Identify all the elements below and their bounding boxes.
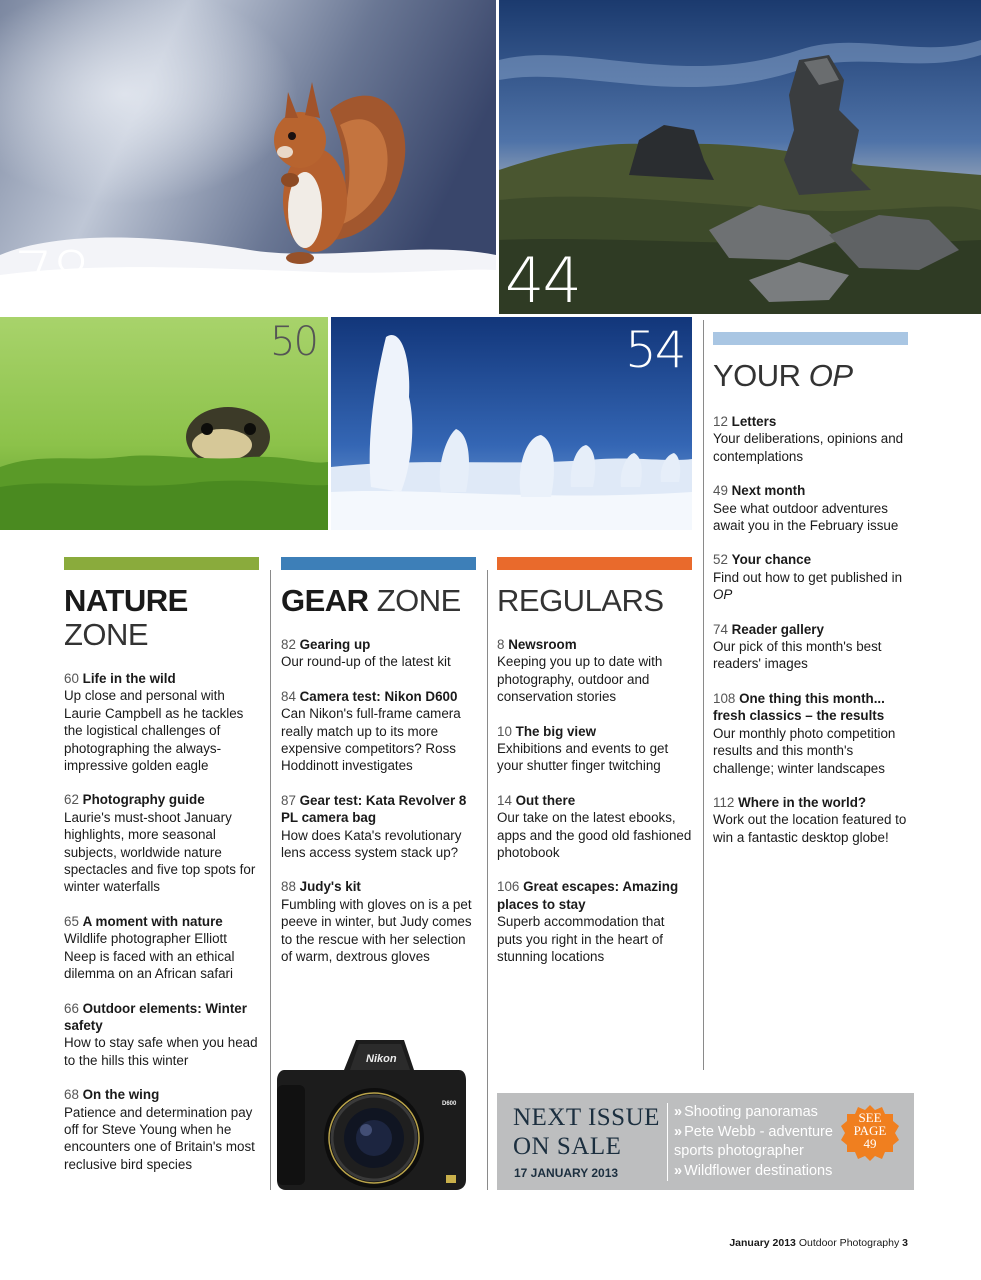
see-page-badge[interactable] [840,1103,900,1163]
squirrel-photo [0,0,496,314]
regulars-bar [497,557,692,570]
gear-zone-bar [281,557,476,570]
toc-entry[interactable]: 66 Outdoor elements: Winter safety How to stay safe when you head to the hills this winter [64,1000,258,1068]
camera-model-label: D600 [442,1101,457,1107]
next-issue-date: 17 JANUARY 2013 [514,1166,619,1180]
toc-entry[interactable]: 112 Where in the world? Work out the location featured to win a fantastic desktop globe! [713,794,907,845]
toc-entry[interactable]: 87 Gear test: Kata Revolver 8 PL camera bag How does Kata's revolutionary lens access system stack up? [281,792,467,861]
toc-entry[interactable]: 84 Camera test: Nikon D600 Can Nikon's full-frame camera really match up to its more expensive competitors? Ross Hoddinott investigates [281,688,461,774]
chevron-right-icon: » [674,1123,683,1140]
chevron-right-icon: » [674,1104,683,1120]
next-issue-item: » Pete Webb - adventure sports photographer [674,1123,833,1159]
next-issue-item: » Shooting panoramas [674,1104,818,1120]
badge-text: SEE PAGE 49 [853,1110,887,1151]
page-footer: January 2013 Outdoor Photography 3 [729,1237,908,1249]
toc-entry[interactable]: 106 Great escapes: Amazing places to stay Superb accommodation that puts you right in the heart of stunning locations [497,879,679,965]
column-divider [270,570,271,1190]
page-number-54: 54 [625,321,685,379]
page-number-44: 44 [505,244,580,314]
chevron-right-icon: » [674,1162,683,1179]
toc-entry[interactable]: 49 Next month See what outdoor adventures await you in the February issue [713,483,899,534]
page-number-78: 78 [14,238,89,311]
toc-entry[interactable]: 52 Your chance Find out how to get published in OP [713,552,903,603]
toc-entry[interactable]: 60 Life in the wild Up close and personal with Laurie Campbell as he tackles the logistical challenges of photographing the always-impressive golden eagle [64,671,244,774]
your-op-entries [713,413,908,846]
page-number-50: 50 [270,319,317,365]
toc-entry[interactable]: 82 Gearing up Our round-up of the latest kit [281,637,451,670]
your-op-column [713,332,908,863]
snow-trees-photo [331,317,692,530]
tor-landscape-photo [499,0,981,314]
toc-entry[interactable]: 10 The big view Exhibitions and events to get your shutter finger twitching [497,723,669,774]
toc-entry[interactable]: 74 Reader gallery Our pick of this month's best readers' images [713,621,882,672]
your-op-bar [713,332,908,345]
next-issue-title: NEXT ISSUE ON SALE [513,1104,660,1160]
toc-entry[interactable]: 8 Newsroom Keeping you up to date with photography, outdoor and conservation stories [497,637,663,705]
next-issue-list [674,1103,849,1181]
toc-entry[interactable]: 12 Letters Your deliberations, opinions and contemplations [713,414,904,464]
gear-zone-column [281,557,476,983]
regulars-entries [497,636,692,966]
gear-entries [281,636,476,966]
toc-entry[interactable]: 68 On the wing Patience and determination pay off for Steve Young when he encounters one of Britain's most reclusive bird species [64,1087,255,1172]
column-divider [703,320,704,1070]
your-op-title: YOUR OP [713,358,853,393]
snake-photo [0,317,328,530]
nature-zone-column [64,557,259,1190]
column-divider [487,570,488,1190]
next-issue-divider [667,1103,668,1181]
regulars-title: REGULARS [497,583,664,618]
toc-entry[interactable]: 108 One thing this month... fresh classics – the results Our monthly photo competition results and this month's challenge; winter landscapes [713,690,896,776]
toc-entry[interactable]: 88 Judy's kit Fumbling with gloves on is a pet peeve in winter, but Judy comes to the rescue with her selection of warm, dextrous gloves [281,879,472,965]
toc-entry[interactable]: 62 Photography guide Laurie's must-shoot January highlights, more seasonal subjects, worldwide nature spectacles and five top spots for winter waterfalls [64,792,256,895]
camera-brand-label: Nikon [366,1053,397,1065]
gear-zone-title: GEAR ZONE [281,583,461,618]
nature-entries [64,670,259,1173]
nature-zone-bar [64,557,259,570]
nikon-camera-photo [274,1030,469,1192]
nature-zone-title: NATURE ZONE [64,583,188,652]
next-issue-box [497,1093,914,1190]
next-issue-item: » Wildflower destinations [674,1162,833,1179]
toc-entry[interactable]: 65 A moment with nature Wildlife photographer Elliott Neep is faced with an ethical dilemma on an African safari [64,913,235,982]
regulars-column [497,557,692,983]
toc-entry[interactable]: 14 Out there Our take on the latest ebooks, apps and the good old fashioned photobook [497,792,692,861]
